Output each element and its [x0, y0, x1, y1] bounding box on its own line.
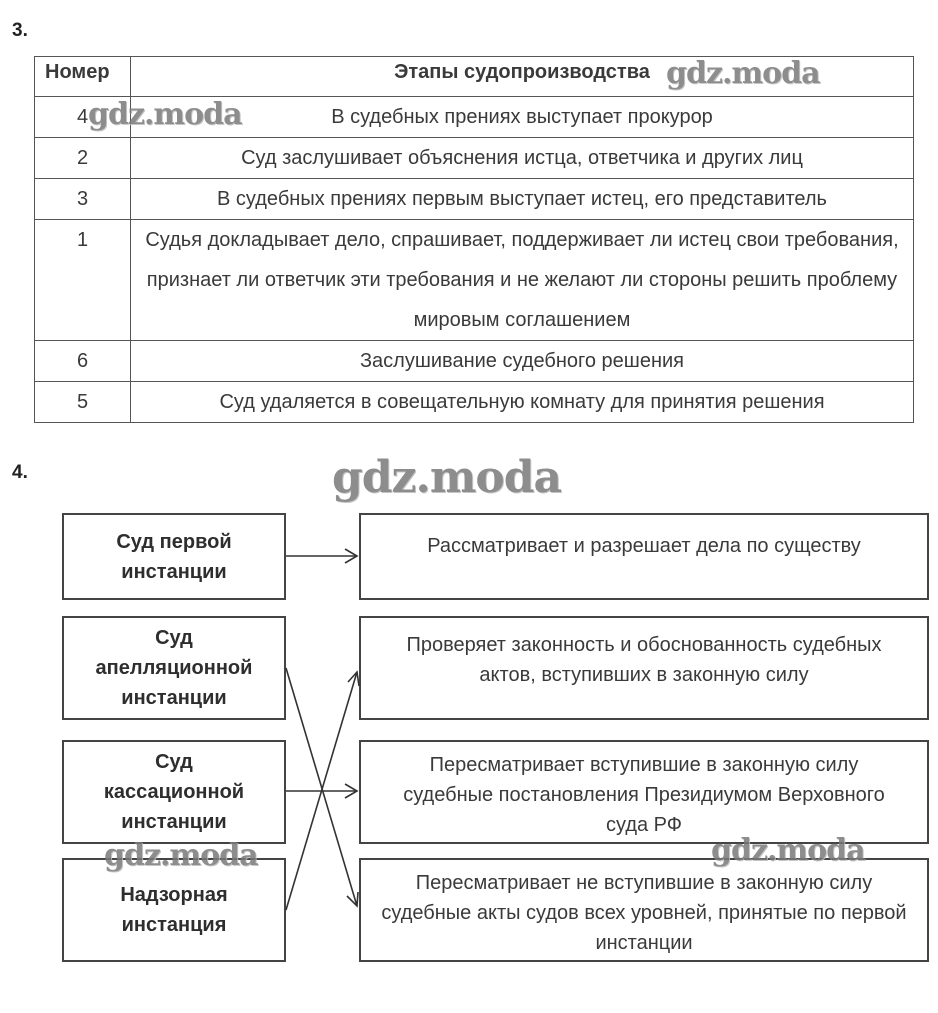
row-number: 3	[35, 179, 131, 220]
task-3-number: 3.	[12, 20, 28, 41]
watermark: gdz.moda	[104, 838, 258, 873]
function-text: Пересматривает вступившие в законную силу судебные постановления Президиумом Верховного суда РФ	[403, 754, 885, 836]
arrowhead-appeal	[347, 892, 358, 906]
row-text: Судья докладывает дело, спрашивает, поддерживает ли истец свои требования, признает ли ответчик эти требования и не желают ли стороны решить проблему мировым соглашением	[131, 220, 914, 341]
header-stages: Этапы судопроизводства	[131, 57, 914, 97]
watermark: gdz.moda	[711, 833, 865, 868]
task-4-number: 4.	[12, 462, 28, 483]
row-text: Суд заслушивает объяснения истца, ответчика и других лиц	[131, 138, 914, 179]
row-number: 6	[35, 341, 131, 382]
function-text: Проверяет законность и обоснованность судебных актов, вступивших в законную силу	[406, 634, 882, 686]
row-text: В судебных прениях выступает прокурор	[131, 97, 914, 138]
court-label: Надзорная инстанция	[120, 884, 228, 936]
row-text: В судебных прениях первым выступает истец, его представитель	[131, 179, 914, 220]
row-number: 5	[35, 382, 131, 423]
watermark: gdz.moda	[666, 56, 820, 91]
row-text: Заслушивание судебного решения	[131, 341, 914, 382]
header-number: Номер	[35, 57, 131, 97]
row-number: 1	[35, 220, 131, 341]
watermark: gdz.moda	[332, 452, 562, 503]
row-text: Суд удаляется в совещательную комнату для принятия решения	[131, 382, 914, 423]
function-text: Рассматривает и разрешает дела по существу	[427, 535, 861, 557]
row-number: 2	[35, 138, 131, 179]
arrow-appeal-to-not-in-force	[286, 668, 357, 906]
watermark: gdz.moda	[88, 97, 242, 132]
court-label: Суд первой инстанции	[116, 530, 232, 583]
row-number: 4	[35, 97, 131, 138]
court-label: Суд кассационной инстанции	[103, 751, 245, 833]
function-text: Пересматривает не вступившие в законную силу судебные акты судов всех уровней, принятые по первой инстанции	[381, 872, 907, 954]
court-label: Суд апелляционной инстанции	[95, 627, 253, 709]
